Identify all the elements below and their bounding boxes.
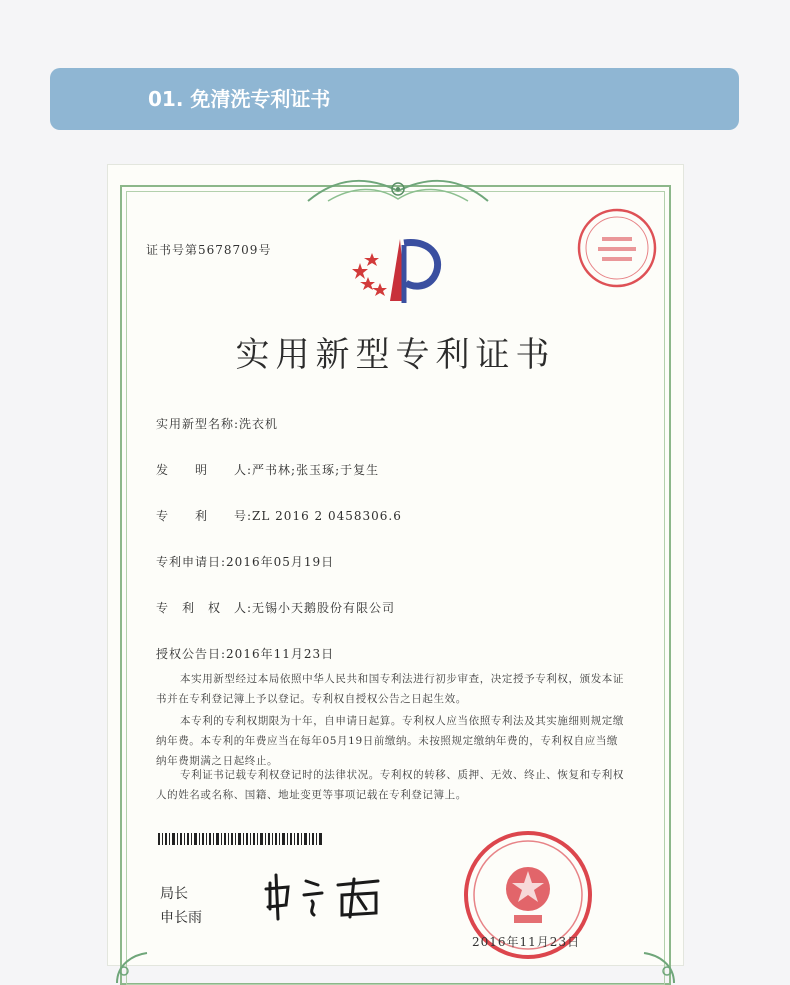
field-application-date xyxy=(156,553,334,570)
field-value: 严书林;张玉琢;于复生 xyxy=(252,463,380,477)
signature-name: 申长雨 xyxy=(160,910,202,926)
field-utility-model-name xyxy=(156,415,278,432)
certificate-title: 实用新型专利证书 xyxy=(235,335,556,375)
handwritten-signature xyxy=(258,865,408,925)
certificate-paragraph: 专利证书记载专利权登记时的法律状况。专利权的转移、质押、无效、终止、恢复和专利权人的姓名或名称、国籍、地址变更等事项记载在专利登记簿上。 xyxy=(156,769,624,801)
field-patentee xyxy=(156,599,395,616)
field-patent-number xyxy=(156,507,402,524)
corner-ornament-icon xyxy=(639,945,679,985)
field-label: 专 利 权 人: xyxy=(156,601,253,615)
field-label: 专 利 号: xyxy=(156,509,253,523)
field-value: 2016年11月23日 xyxy=(226,647,335,661)
barcode xyxy=(158,833,322,845)
signature-role: 局长 xyxy=(160,886,188,902)
field-label: 授权公告日: xyxy=(156,647,227,661)
patent-office-logo xyxy=(348,231,448,311)
field-label: 发 明 人: xyxy=(156,463,253,477)
certificate-number: 证书号第5678709号 xyxy=(146,243,272,257)
patent-certificate xyxy=(108,165,683,965)
field-label: 实用新型名称: xyxy=(156,417,240,431)
field-inventors xyxy=(156,461,379,478)
field-grant-date xyxy=(156,645,334,662)
field-value: 2016年05月19日 xyxy=(226,555,335,569)
field-value: 无锡小天鹅股份有限公司 xyxy=(252,601,396,615)
section-header xyxy=(50,68,739,130)
stamp-date: 2016年11月23日 xyxy=(472,935,581,949)
corner-ornament-icon xyxy=(112,945,152,985)
top-ornament-icon xyxy=(298,171,498,211)
agency-seal-small xyxy=(572,203,662,293)
certificate-paragraph: 本实用新型经过本局依照中华人民共和国专利法进行初步审查，决定授予专利权，颁发本证书并在专利登记簿上予以登记。专利权自授权公告之日起生效。 xyxy=(156,673,624,705)
field-value: 洗衣机 xyxy=(239,417,279,431)
field-value: ZL 2016 2 0458306.6 xyxy=(252,509,402,523)
certificate-paragraph: 本专利的专利权期限为十年，自申请日起算。专利权人应当依照专利法及其实施细则规定缴纳年费。本专利的年费应当在每年05月19日前缴纳。未按照规定缴纳年费的，专利权自应当缴纳年费期满之日起终止。 xyxy=(156,715,624,767)
field-label: 专利申请日: xyxy=(156,555,227,569)
section-title: 01. 免清洗专利证书 xyxy=(148,87,331,111)
